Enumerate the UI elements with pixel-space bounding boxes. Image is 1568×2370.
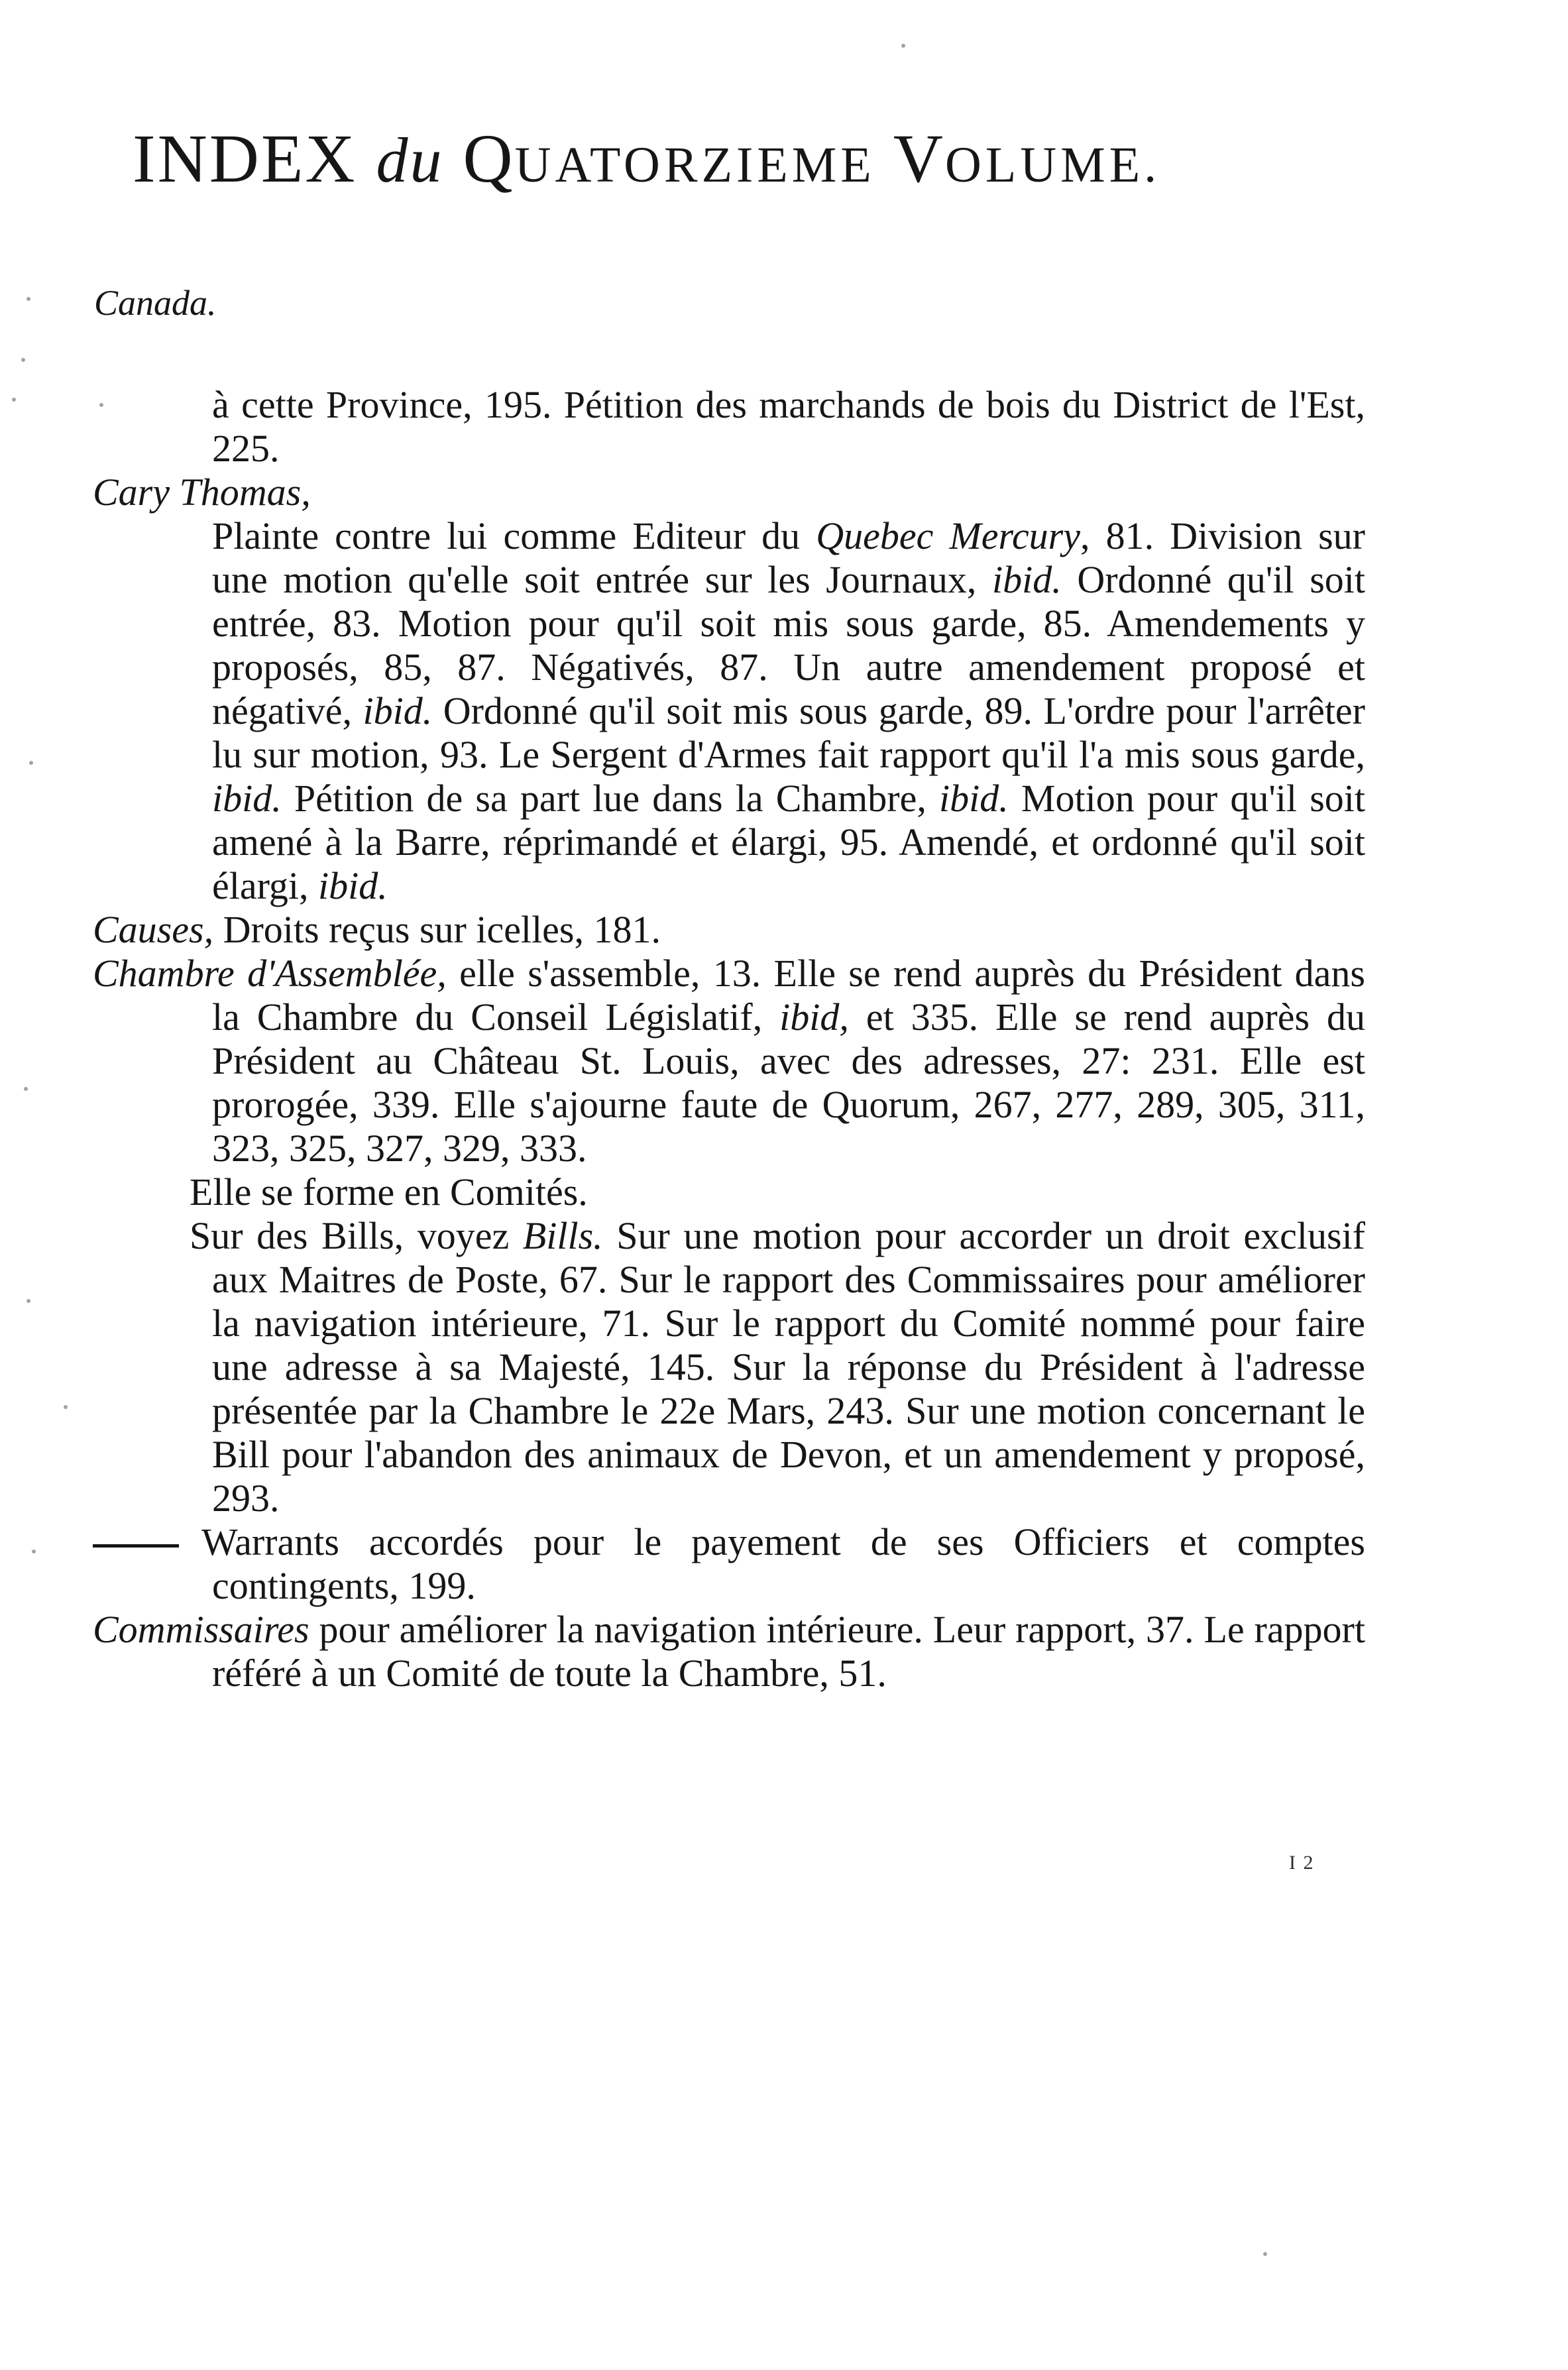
title-v: V [893, 121, 945, 197]
entry-commissaires [93, 1608, 1365, 1695]
entry-head: Cary Thomas, [93, 471, 311, 514]
title-volume: OLUME. [944, 137, 1161, 193]
entry-text: et 335. Elle se rend auprès du Président au Château St. Louis, avec des adresses, 27: 231. Elle est prorogée, 339. Elle s'ajourne faute de Quorum, 267, 277, 289, 305, 311, 323, 325, 327, 329, 333. [212, 995, 1365, 1170]
entry-text-italic: ibid. [212, 777, 282, 820]
entry-cary-thomas-body [93, 514, 1365, 908]
title-index: INDEX [133, 121, 357, 197]
section-heading: Canada. [94, 283, 217, 323]
entry-text-italic: ibid. [939, 777, 1009, 820]
entry-text-italic: Bills. [522, 1214, 603, 1257]
entry-text-italic: Quebec Mercury [816, 514, 1080, 557]
title-q: Q [463, 121, 515, 197]
entry-text: Ordonné qu'il soit mis sous garde, 89. L'ordre pour l'arrêter lu sur motion, 93. Le Sergent d'Armes fait rapport qu'il l'a mis sous garde, [212, 689, 1365, 776]
entry-canada-continuation: à cette Province, 195. Pétition des marchands de bois du District de l'Est, 225. [212, 383, 1365, 470]
entry-causes [93, 908, 1365, 952]
entry-text: Ordonné qu'il soit entrée, 83. Motion pour qu'il soit mis sous garde, 85. Amendements y proposés, 85, 87. Négativés, 87. Un autre amendement proposé et négativé, [212, 558, 1366, 732]
entry-sub-comites: Elle se forme en Comités. [190, 1170, 588, 1213]
entry-text: Warrants accordés pour le payement de ses Officiers et comptes contingents, 199. [201, 1520, 1365, 1607]
entry-text: , 81. Division sur une motion qu'elle soit entrée sur les Journaux, [212, 514, 1365, 601]
entry-text: elle s'assemble, 13. Elle se rend auprès du Président dans la Chambre du Conseil Législatif, [212, 952, 1365, 1039]
entry-text: Sur une motion pour accorder un droit exclusif aux Maitres de Poste, 67. Sur le rapport des Commissaires pour améliorer la navigation intérieure, 71. Sur le rapport du Comité nommé pour faire une adresse à sa Majesté, 145. Sur la réponse du Président à l'adresse présentée par la Chambre le 22e Mars, 243. Sur une motion concernant le Bill pour l'abandon des animaux de Devon, et un amendement y proposé, 293. [212, 1214, 1365, 1520]
entry-text: Plainte contre lui comme Editeur du [212, 514, 816, 557]
entry-text-italic: ibid, [779, 995, 849, 1039]
entry-text-italic: ibid. [317, 864, 388, 907]
entry-text-italic: ibid. [363, 689, 433, 732]
entry-chambre-assemblee [93, 952, 1365, 1170]
entry-warrants [93, 1520, 1365, 1608]
entry-text: pour améliorer la navigation intérieure. Leur rapport, 37. Le rapport référé à un Comité de toute la Chambre, 51. [212, 1608, 1365, 1695]
catchword: I 2 [1289, 1852, 1315, 1874]
title-du: du [376, 125, 444, 196]
dash-rule [93, 1544, 179, 1548]
index-entries [93, 383, 1365, 1695]
entry-sub-bills [93, 1214, 1365, 1520]
title-quatorzieme: UATORZIEME [514, 137, 875, 193]
entry-text: Sur des Bills, voyez [190, 1214, 523, 1257]
entry-text: Droits reçus sur icelles, 181. [213, 908, 661, 951]
page-title [133, 121, 1339, 197]
entry-cary-thomas-head [93, 471, 1365, 514]
entry-text-italic: ibid. [992, 558, 1062, 601]
entry-head: Causes, [93, 908, 214, 951]
entry-text: Pétition de sa part lue dans la Chambre, [281, 777, 940, 820]
entry-head: Chambre d'Assemblée, [93, 952, 447, 995]
entry-head: Commissaires [93, 1608, 309, 1651]
entry-text: Motion pour qu'il soit amené à la Barre, réprimandé et élargi, 95. Amendé, et ordonné qu'il soit élargi, [212, 777, 1365, 907]
